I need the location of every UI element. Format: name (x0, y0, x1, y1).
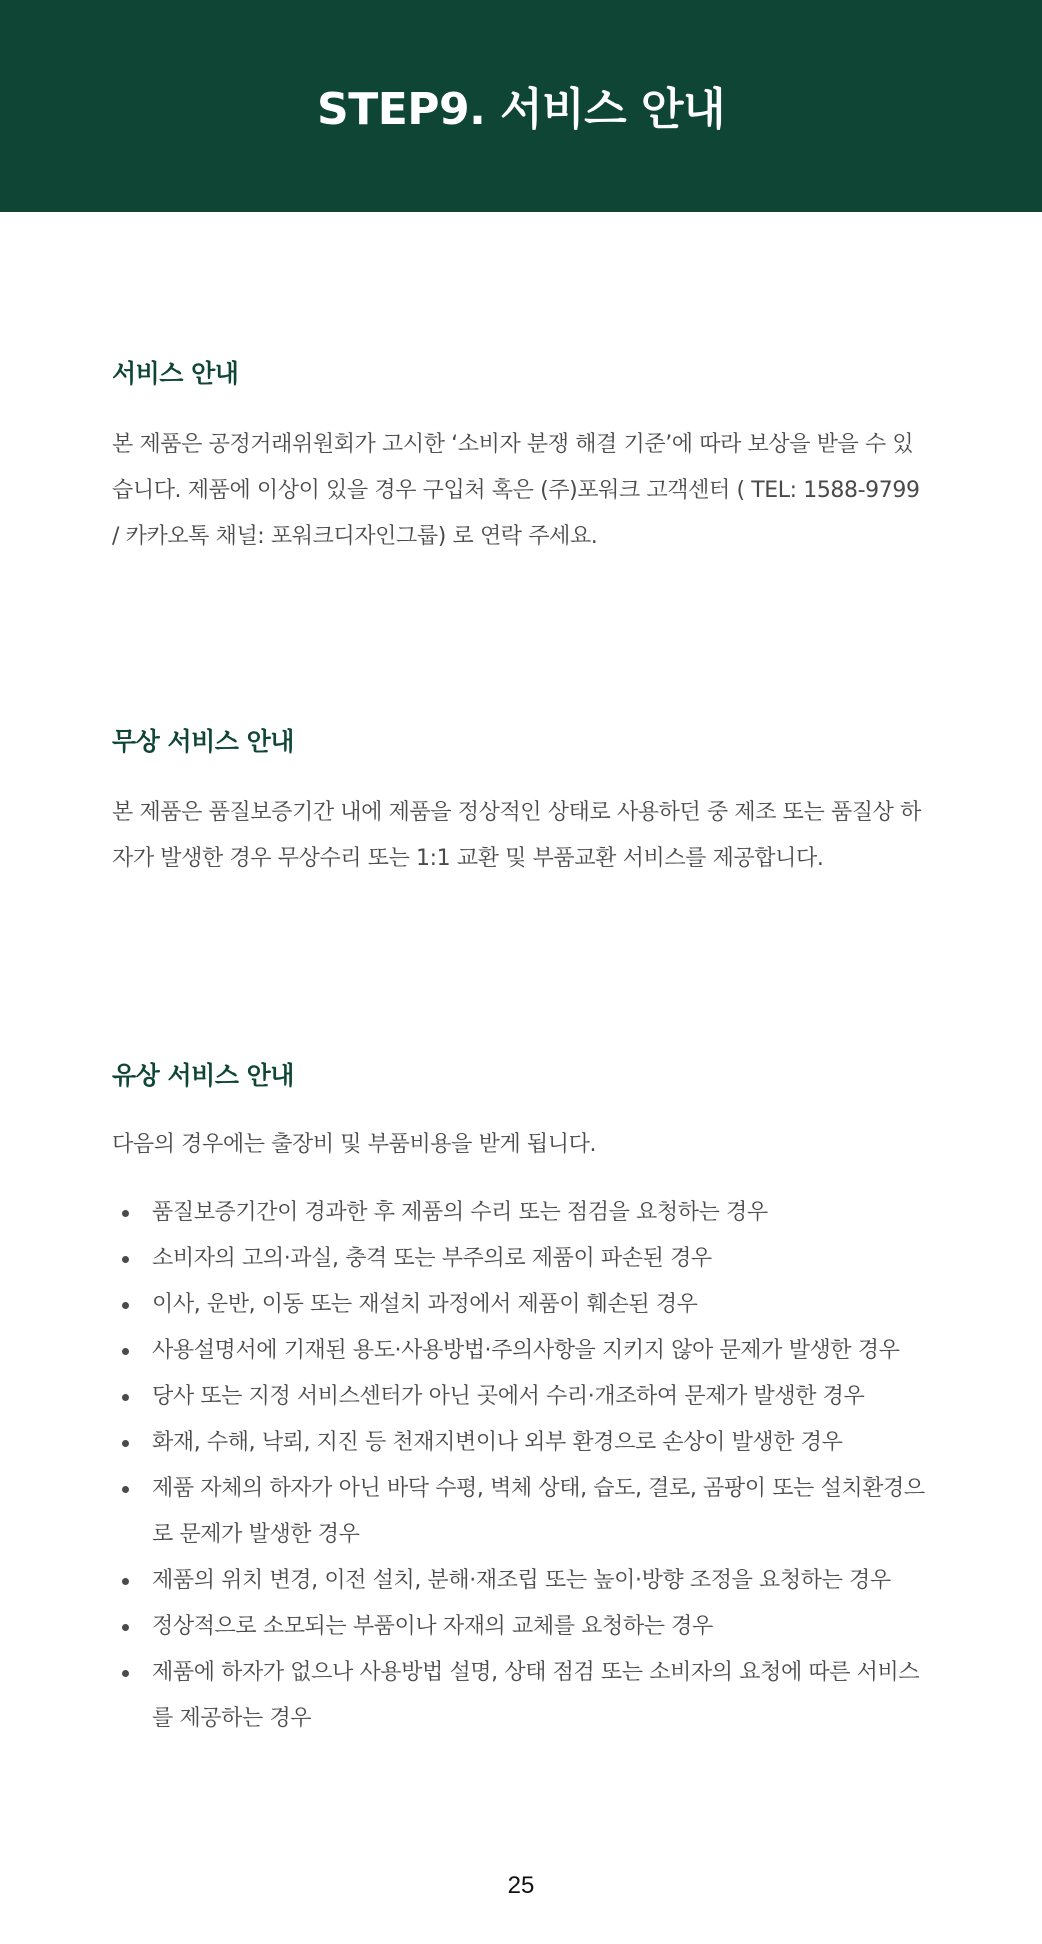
list-item (112, 1282, 932, 1328)
free-service-section (112, 724, 932, 882)
list-item (112, 1558, 932, 1604)
bullet-icon (122, 1440, 129, 1447)
list-item-text: 당사 또는 지정 서비스센터가 아닌 곳에서 수리·개조하여 문제가 발생한 경우 (152, 1384, 865, 1409)
paid-service-section (112, 1058, 932, 1742)
section-heading: 서비스 안내 (112, 359, 239, 388)
bullet-icon (122, 1210, 129, 1217)
list-item (112, 1604, 932, 1650)
list-item (112, 1420, 932, 1466)
page-title: STEP9. 서비스 안내 (317, 84, 725, 135)
list-item (112, 1236, 932, 1282)
page-number: 25 (507, 1872, 535, 1899)
bullet-icon (122, 1624, 129, 1631)
section-heading: 무상 서비스 안내 (112, 727, 294, 756)
list-item-text: 이사, 운반, 이동 또는 재설치 과정에서 제품이 훼손된 경우 (152, 1292, 698, 1317)
list-item-text: 소비자의 고의·과실, 충격 또는 부주의로 제품이 파손된 경우 (152, 1246, 712, 1271)
bullet-icon (122, 1486, 129, 1493)
list-item-text: 정상적으로 소모되는 부품이나 자재의 교체를 요청하는 경우 (152, 1614, 713, 1639)
bullet-icon (122, 1302, 129, 1309)
service-info-section (112, 356, 932, 560)
bullet-icon (122, 1256, 129, 1263)
list-item-text: 품질보증기간이 경과한 후 제품의 수리 또는 점검을 요청하는 경우 (152, 1200, 768, 1225)
bullet-icon (122, 1348, 129, 1355)
list-item (112, 1650, 932, 1742)
list-item (112, 1328, 932, 1374)
list-item (112, 1190, 932, 1236)
page-header (0, 0, 1042, 212)
bullet-icon (122, 1394, 129, 1401)
list-item-text: 제품의 위치 변경, 이전 설치, 분해·재조립 또는 높이·방향 조정을 요청하는 경우 (152, 1568, 891, 1593)
list-item (112, 1374, 932, 1420)
section-paragraph: 다음의 경우에는 출장비 및 부품비용을 받게 됩니다. (112, 1132, 597, 1157)
list-item (112, 1466, 932, 1558)
list-item-text: 화재, 수해, 낙뢰, 지진 등 천재지변이나 외부 환경으로 손상이 발생한 경우 (152, 1430, 843, 1455)
bullet-icon (122, 1578, 129, 1585)
bullet-icon (122, 1670, 129, 1677)
list-item-text: 제품에 하자가 없으나 사용방법 설명, 상태 점검 또는 소비자의 요청에 따른 서비스를 제공하는 경우 (152, 1660, 920, 1731)
section-heading: 유상 서비스 안내 (112, 1061, 294, 1090)
section-paragraph: 본 제품은 품질보증기간 내에 제품을 정상적인 상태로 사용하던 중 제조 또는 품질상 하자가 발생한 경우 무상수리 또는 1:1 교환 및 부품교환 서비스를 제공합니다. (112, 800, 921, 871)
list-item-text: 제품 자체의 하자가 아닌 바닥 수평, 벽체 상태, 습도, 결로, 곰팡이 또는 설치환경으로 문제가 발생한 경우 (152, 1476, 925, 1547)
section-paragraph: 본 제품은 공정거래위원회가 고시한 ‘소비자 분쟁 해결 기준’에 따라 보상을 받을 수 있습니다. 제품에 이상이 있을 경우 구입처 혹은 (주)포워크 고객센터 ( TEL: 1588-9799 / 카카오톡 채널: 포워크디자인그룹) 로 연락 주세요. (112, 432, 920, 549)
paid-service-list (112, 1190, 932, 1742)
list-item-text: 사용설명서에 기재된 용도·사용방법·주의사항을 지키지 않아 문제가 발생한 경우 (152, 1338, 900, 1363)
